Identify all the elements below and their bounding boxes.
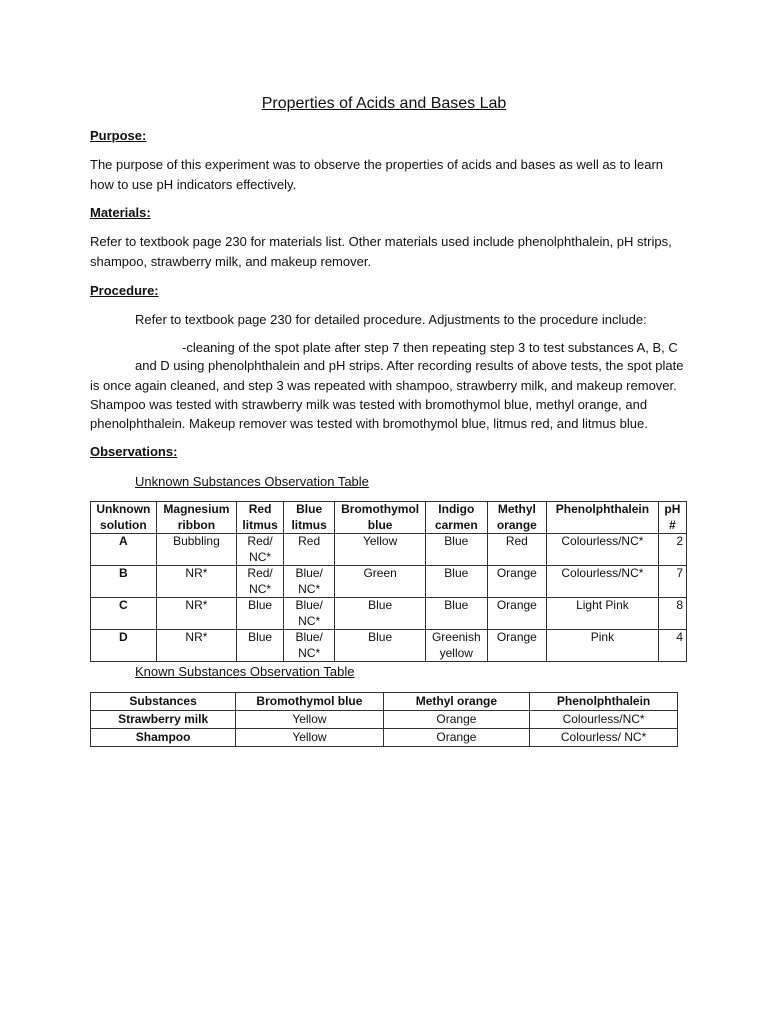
table-cell: Blue/ NC* xyxy=(284,630,335,662)
table-cell: Orange xyxy=(487,566,546,598)
table-row xyxy=(91,598,687,630)
table-row xyxy=(91,566,687,598)
table-cell: Red/ NC* xyxy=(237,566,284,598)
table-header-row xyxy=(91,502,687,534)
procedure-line1: -cleaning of the spot plate after step 7 then repeating step 3 to test substances A, B, C xyxy=(182,340,678,355)
table-cell: Orange xyxy=(487,630,546,662)
table-cell: Shampoo xyxy=(91,729,236,747)
materials-heading: Materials: xyxy=(90,205,151,220)
table-cell: Colourless/NC* xyxy=(530,711,678,729)
column-header: pH # xyxy=(658,502,686,534)
table-cell: Yellow xyxy=(335,534,426,566)
table-cell: Colourless/NC* xyxy=(547,534,659,566)
table-cell: Yellow xyxy=(236,729,383,747)
column-header: Magnesium ribbon xyxy=(156,502,236,534)
column-header: Phenolphthalein xyxy=(547,502,659,534)
table-cell: A xyxy=(91,534,157,566)
column-header: Blue litmus xyxy=(284,502,335,534)
table-cell: Red xyxy=(487,534,546,566)
table-cell: Blue xyxy=(426,598,488,630)
table-cell: Blue/ NC* xyxy=(284,566,335,598)
table-cell: Colourless/ NC* xyxy=(530,729,678,747)
table-cell: D xyxy=(91,630,157,662)
procedure-heading: Procedure: xyxy=(90,283,159,298)
table-cell: 8 xyxy=(658,598,686,630)
column-header: Methyl orange xyxy=(487,502,546,534)
table-cell: C xyxy=(91,598,157,630)
known-table-caption: Known Substances Observation Table xyxy=(135,664,355,679)
table-cell: Orange xyxy=(383,711,530,729)
unknown-table-caption: Unknown Substances Observation Table xyxy=(135,474,369,489)
table-cell: Bubbling xyxy=(156,534,236,566)
page-title: Properties of Acids and Bases Lab xyxy=(261,95,507,112)
table-header-row xyxy=(91,693,678,711)
table-cell: NR* xyxy=(156,598,236,630)
table-cell: 2 xyxy=(658,534,686,566)
table-row xyxy=(91,711,678,729)
column-header: Indigo carmen xyxy=(426,502,488,534)
table-cell: Blue xyxy=(426,566,488,598)
purpose-text: The purpose of this experiment was to observe the properties of acids and bases as well as to learn how to use pH indicators effectively. xyxy=(90,157,664,192)
materials-text: Refer to textbook page 230 for materials list. Other materials used include phenolphthalein, pH strips, shampoo, strawberry milk, and makeup remover. xyxy=(90,234,672,269)
table-cell: 7 xyxy=(658,566,686,598)
table-row xyxy=(91,534,687,566)
column-header: Unknown solution xyxy=(91,502,157,534)
table-cell: Greenish yellow xyxy=(426,630,488,662)
table-cell: Orange xyxy=(383,729,530,747)
table-cell: Blue xyxy=(335,630,426,662)
procedure-line2: and D using phenolphthalein and pH strips. After recording results of above tests, the spot plate xyxy=(135,358,684,373)
table-cell: B xyxy=(91,566,157,598)
procedure-rest: is once again cleaned, and step 3 was repeated with shampoo, strawberry milk, and makeup remover. Shampoo was tested with strawberry milk was tested with bromothymol blue, methyl orange, and phenolphthalein. Makeup remover was tested with bromothymol blue, litmus red, and litmus blue. xyxy=(90,378,677,431)
known-substances-table xyxy=(90,692,678,747)
table-cell: Yellow xyxy=(236,711,383,729)
table-cell: Blue xyxy=(335,598,426,630)
table-cell: Colourless/NC* xyxy=(547,566,659,598)
unknown-substances-table xyxy=(90,501,687,662)
table-cell: Orange xyxy=(487,598,546,630)
column-header: Phenolphthalein xyxy=(530,693,678,711)
column-header: Substances xyxy=(91,693,236,711)
table-cell: Blue xyxy=(237,598,284,630)
table-cell: NR* xyxy=(156,630,236,662)
table-cell: Light Pink xyxy=(547,598,659,630)
procedure-intro: Refer to textbook page 230 for detailed procedure. Adjustments to the procedure include: xyxy=(135,312,647,327)
column-header: Red litmus xyxy=(237,502,284,534)
observations-heading: Observations: xyxy=(90,444,178,459)
table-cell: NR* xyxy=(156,566,236,598)
table-row xyxy=(91,729,678,747)
table-cell: Blue xyxy=(426,534,488,566)
column-header: Bromothymol blue xyxy=(335,502,426,534)
table-cell: Blue xyxy=(237,630,284,662)
table-cell: Green xyxy=(335,566,426,598)
table-cell: Pink xyxy=(547,630,659,662)
table-cell: Blue/ NC* xyxy=(284,598,335,630)
table-row xyxy=(91,630,687,662)
table-cell: Strawberry milk xyxy=(91,711,236,729)
column-header: Methyl orange xyxy=(383,693,530,711)
table-cell: Red/ NC* xyxy=(237,534,284,566)
purpose-heading: Purpose: xyxy=(90,128,147,143)
table-cell: 4 xyxy=(658,630,686,662)
table-cell: Red xyxy=(284,534,335,566)
column-header: Bromothymol blue xyxy=(236,693,383,711)
